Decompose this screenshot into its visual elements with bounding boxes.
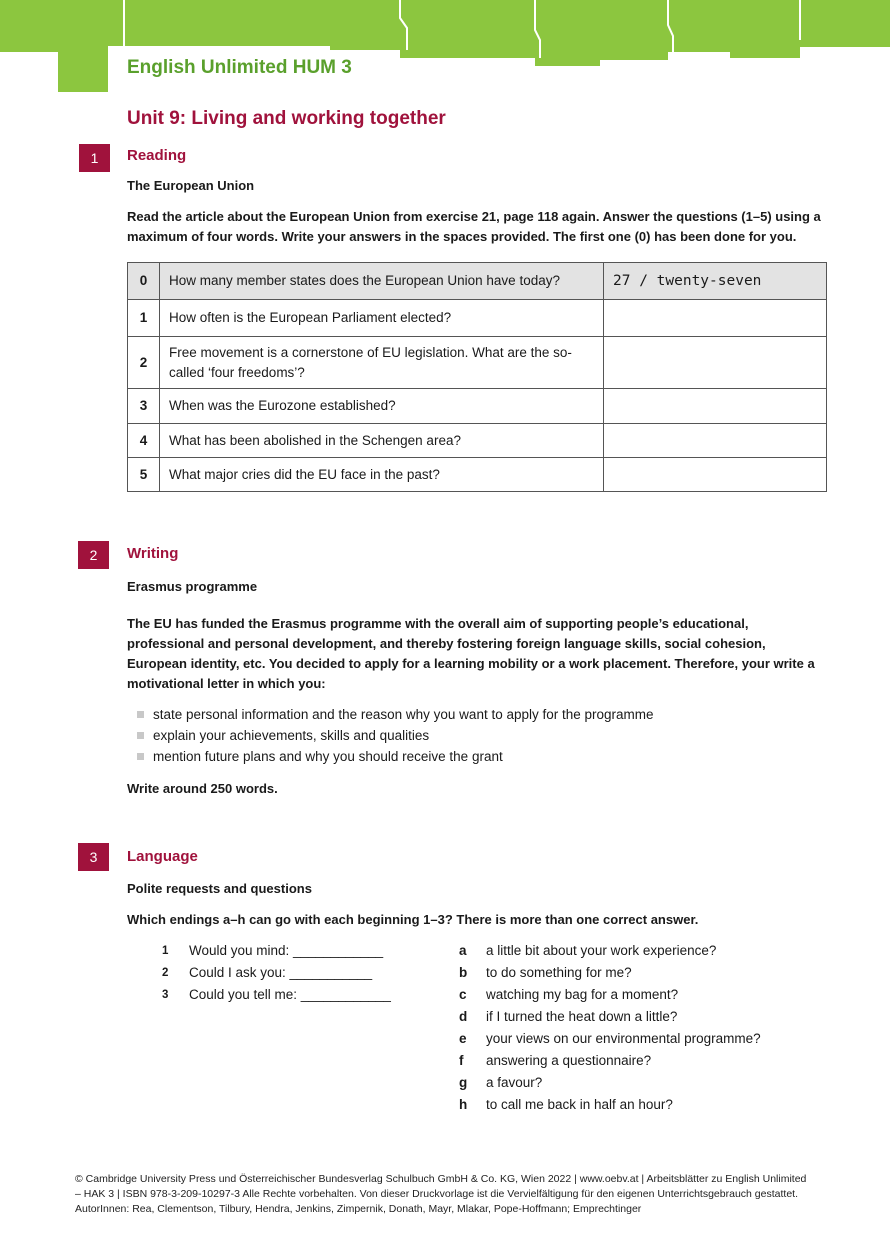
list-item: a a little bit about your work experience?	[459, 943, 717, 958]
endings-list	[459, 940, 761, 1116]
answer-field[interactable]	[604, 424, 827, 458]
list-item: f answering a questionnaire?	[459, 1053, 652, 1068]
reading-questions-table	[127, 262, 827, 492]
word-count-instruction: Write around 250 words.	[127, 781, 278, 796]
list-item: state personal information and the reason why you want to apply for the programme	[137, 704, 654, 725]
list-item: c watching my bag for a moment?	[459, 987, 679, 1002]
question-text: What major cries did the EU face in the past?	[160, 458, 604, 492]
list-item: mention future plans and why you should receive the grant	[137, 746, 654, 767]
section-title-writing: Writing	[127, 545, 179, 562]
section-subtitle: Erasmus programme	[127, 579, 258, 594]
table-row	[128, 458, 827, 492]
question-text: How often is the European Parliament elected?	[160, 300, 604, 337]
header-banner	[0, 0, 890, 95]
section-number-badge: 3	[78, 843, 109, 871]
writing-task-list	[137, 704, 654, 767]
question-number: 3	[128, 389, 160, 424]
writing-instruction: The EU has funded the Erasmus programme with the overall aim of supporting people’s educational, professional and personal development, and thereby fostering foreign language skills, social cohesion, European identity, etc. You decided to apply for a learning mobility or a work placement. Therefore, your write a motivational letter in which you:	[127, 616, 815, 691]
square-bullet-icon	[137, 753, 144, 760]
list-item: 2 Could I ask you: ___________	[162, 965, 373, 980]
list-item: h to call me back in half an hour?	[459, 1097, 673, 1112]
unit-title: Unit 9: Living and working together	[127, 108, 446, 129]
section-title-reading: Reading	[127, 147, 187, 164]
section-title-language: Language	[127, 848, 198, 865]
question-number: 0	[128, 263, 160, 300]
list-item: b to do something for me?	[459, 965, 632, 980]
list-item: 3 Could you tell me: ____________	[162, 987, 391, 1002]
answer-field[interactable]	[604, 337, 827, 389]
table-row	[128, 300, 827, 337]
section-number-badge: 2	[78, 541, 109, 569]
copyright-footer	[75, 1172, 815, 1217]
answer-field[interactable]	[604, 458, 827, 492]
table-row	[128, 424, 827, 458]
list-item: explain your achievements, skills and qualities	[137, 725, 654, 746]
question-number: 2	[128, 337, 160, 389]
answer-field[interactable]	[604, 389, 827, 424]
list-item: g a favour?	[459, 1075, 543, 1090]
question-text: What has been abolished in the Schengen area?	[160, 424, 604, 458]
beginnings-list	[162, 940, 391, 1006]
copyright-text: © Cambridge University Press und Österreichischer Bundesverlag Schulbuch GmbH & Co. KG, Wien 2022 | www.oebv.at | Arbeitsblätter zu English Unlimited – HAK 3 | ISBN 978-3-209-10297-3 Alle Rechte vorbehalten. Von dieser Druckvorlage ist die Vervielfältigung für den eigenen Unterrichtsgebrauch gestattet.	[75, 1173, 807, 1200]
example-answer: 27 / twenty-seven	[604, 263, 827, 300]
question-number: 4	[128, 424, 160, 458]
reading-instruction: Read the article about the European Union from exercise 21, page 118 again. Answer the questions (1–5) using a maximum of four words. Write your answers in the spaces provided. The first one (0) has been done for you.	[127, 209, 821, 244]
section-number-badge: 1	[79, 144, 110, 172]
question-text: When was the Eurozone established?	[160, 389, 604, 424]
section-subtitle: The European Union	[127, 178, 255, 193]
square-bullet-icon	[137, 711, 144, 718]
answer-field[interactable]	[604, 300, 827, 337]
table-row	[128, 389, 827, 424]
question-number: 5	[128, 458, 160, 492]
language-instruction: Which endings a–h can go with each beginning 1–3? There is more than one correct answer.	[127, 912, 699, 927]
list-item: 1 Would you mind: ____________	[162, 943, 384, 958]
question-number: 1	[128, 300, 160, 337]
list-item: d if I turned the heat down a little?	[459, 1009, 678, 1024]
brand-title: English Unlimited HUM 3	[127, 57, 352, 78]
question-text: How many member states does the European Union have today?	[160, 263, 604, 300]
section-subtitle: Polite requests and questions	[127, 881, 312, 896]
square-bullet-icon	[137, 732, 144, 739]
question-text: Free movement is a cornerstone of EU legislation. What are the so-called ‘four freedoms’?	[160, 337, 604, 389]
table-row	[128, 263, 827, 300]
authors-text: AutorInnen: Rea, Clementson, Tilbury, Hendra, Jenkins, Zimpernik, Donath, Mayr, Mlakar, Pope-Hoffmann; Emprechtinger	[75, 1203, 642, 1215]
list-item: e your views on our environmental programme?	[459, 1031, 761, 1046]
table-row	[128, 337, 827, 389]
